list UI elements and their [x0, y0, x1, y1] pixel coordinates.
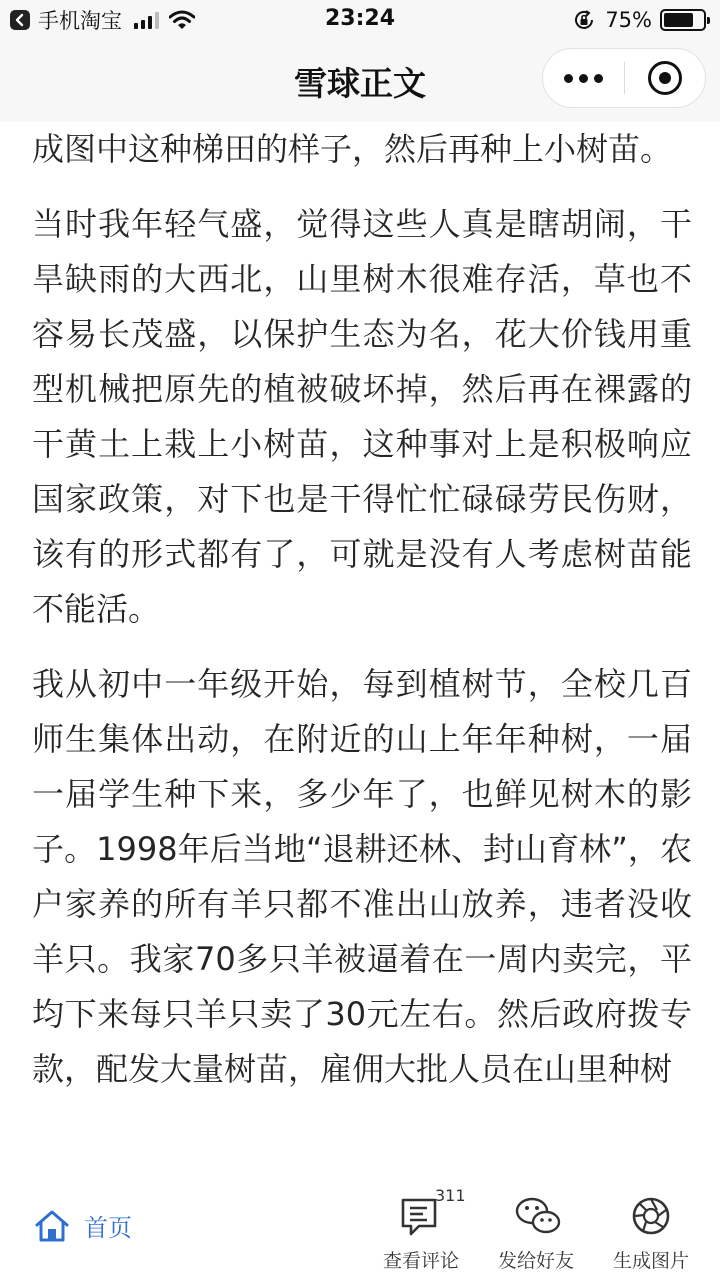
back-app-label[interactable]: 手机淘宝 [38, 9, 122, 33]
nav-bar [0, 40, 720, 122]
generate-image-label: 生成图片 [612, 1250, 689, 1272]
generate-image-button[interactable] [596, 1194, 706, 1273]
share-to-friend-button[interactable] [481, 1194, 591, 1273]
more-button[interactable] [543, 49, 624, 107]
home-tab[interactable] [34, 1208, 132, 1243]
article-paragraph: 成图中这种梯田的样子，然后再种上小树苗。 [32, 130, 673, 168]
aperture-icon [629, 1194, 673, 1238]
more-dots-icon [564, 74, 603, 83]
status-time: 23:24 [324, 6, 396, 31]
home-icon [34, 1209, 70, 1243]
article-paragraph: 我从初中一年级开始，每到植树节，全校几百师生集体出动，在附近的山上年年种树，一届一届学生种下来，多少年了，也鲜见树木的影子。1998年后当地“退耕还林、封山育林”，农户家养的所有羊只都不准出山放养，违者没收羊只。我家70多只羊被逼着在一周内卖完，平均下来每只羊只卖了30元左右。然后政府拨专款，配发大量树苗，雇佣大批人员在山里种树 [32, 665, 692, 1088]
close-miniprogram-button[interactable] [625, 49, 706, 107]
wechat-icon [514, 1194, 562, 1238]
article-paragraph: 当时我年轻气盛，觉得这些人真是瞎胡闹，干旱缺雨的大西北，山里树木很难存活，草也不容易长茂盛，以保护生态为名，花大价钱用重型机械把原先的植被破坏掉，然后再在裸露的干黄土上栽上小树苗，这种事对上是积极响应国家政策，对下也是干得忙忙碌碌劳民伤财，该有的形式都有了，可就是没有人考虑树苗能不能活。 [32, 205, 692, 628]
status-bar [0, 0, 720, 40]
comment-count: 311 [435, 1186, 466, 1205]
target-icon [648, 61, 682, 95]
rotation-lock-icon [573, 9, 595, 31]
share-label: 发给好友 [497, 1250, 574, 1272]
battery-fill [664, 13, 693, 27]
battery-percent: 75% [605, 8, 652, 32]
article-body [32, 122, 692, 1184]
miniprogram-capsule [542, 48, 706, 108]
bottom-toolbar [0, 1184, 720, 1280]
page-title: 雪球正文 [294, 64, 426, 103]
view-comments-button[interactable] [366, 1186, 476, 1273]
home-label: 首页 [84, 1214, 132, 1242]
battery-icon [660, 9, 706, 31]
view-comments-label: 查看评论 [382, 1250, 459, 1272]
